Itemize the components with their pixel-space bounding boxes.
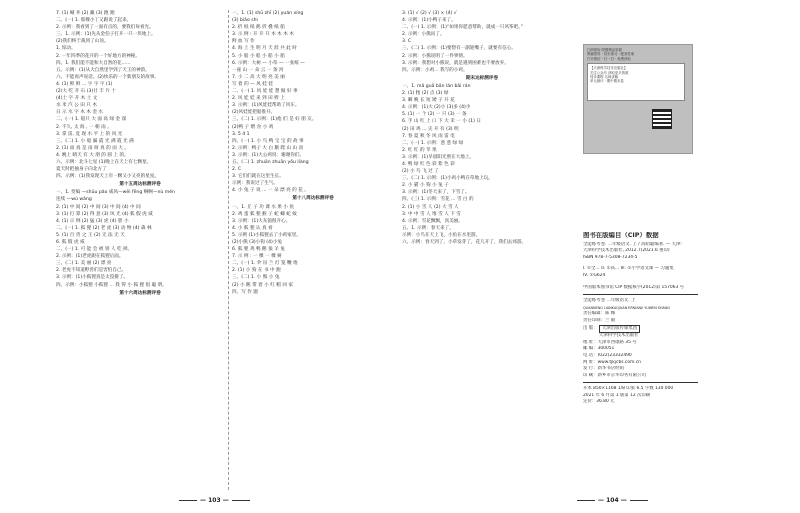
ad-line: 【天津科学技术出版社】 [590,66,628,71]
postcode: 邮 编：300051 [583,346,615,352]
answer-line: 示例：小鸟在天上飞，小鱼在水里游。 [402,232,481,238]
publisher-label: 出 版： [583,325,598,331]
ad-line: 同步课程 名师讲解 [590,75,619,80]
answer-line: 三、(二) 1. 美 丽 (2) 漂 亮 [56,261,112,267]
answer-line: 二、(一) 1. 示例：葱 葱 绿 绿 [402,140,464,146]
answer-line: (2)鸭 子 喂 食 小 鸡 [232,124,274,130]
answer-line: 六、示例：春天到了，小草发芽了，花儿开了，我们去郊游。 [402,240,527,245]
answer-line: 4. 晚上 晴天 有 大 朋 的 圆 上 的。 [56,152,129,158]
answer-line: 三、(二) 1. 示例：(1)要想有一副轮嘴子，就要有信心。 [402,46,516,52]
answer-line: 2. 红 红 的 苹 果 [402,147,437,153]
answer-line: 二、(一) 1. 风 娃 娃 想 做 好 事 [232,89,298,95]
answer-line: 4. 小 兔 子 说 ... 一 朵 漂 亮 的 花 。 [232,188,309,194]
answer-line: 5. (1) 一 个 (2) 一 只 (3) 一 条 [402,112,467,118]
answer-line: 1. 惊动。 [56,46,76,52]
answer-line: 一、1. 变编 —shūu pǎo 威风—wēi fēng 啊啊—nù mén [56,190,175,196]
price: 定价：36.80 元 [583,399,615,405]
answer-line: 二、(一) 1. 伞 吊 兰 灯 笼 鞭 炮 [232,261,298,267]
answer-line: 7. (1) 喊 井 (2) 藏 (3) 跑 跑 [56,11,115,16]
ad-line: 关注公众号 获取更多资源 [590,70,629,75]
answer-line: 3. C [402,39,412,45]
answer-line: 水 米 汽 公 田 只 木 [56,103,97,109]
answer-line: 4. (1) 鲜 鲜 ... 字 字 字 (1) [56,81,113,87]
answer-line: 3. (1) 打 算 (2) 得 意 (3) 风 光 (4) 狐 假 虎 威 [56,211,153,217]
answer-line: 7. 小 二 高 大 明 亮 美 丽 [232,74,285,80]
answer-line: 6. 示例：大树 — 小草 — 一张纸 — [232,60,305,66]
section-heading: 期末达标测评卷 [465,75,499,81]
answer-line: (2) 小 鹅 带 着 小 红 帽 回 家 [232,282,293,288]
answer-line: 四、(一) 1. 小 鸟 鸭 宝 宝 的 故 事 [232,138,304,144]
answer-line: 3. 中 中 雪 人 堆 雪 人 下 雪 [402,211,461,217]
ad-line: 打开微信 · 扫一扫 · 免费获取 [587,56,631,61]
answer-line: 2. 一年四季的花开的一个好地方的神秘。 [56,53,140,59]
qr-advertisement [583,44,693,154]
answer-line: 二、(一) 1. 船只 大 面 高 绿 金 深 [56,117,127,123]
answer-line: 三、(二) 1. 示例：(1)他 们 是 好 朋 友。 [232,117,317,123]
answer-line: 连续 —wú wǎng [56,197,92,203]
answer-line: 四、写 作 题 [232,289,258,295]
printer: 印 刷：新乡市京华印务有限公司 [583,372,646,378]
cip-line: 全能练考卷. 二年级语文. 上 / 高昭聪编著. — 天津： [583,241,685,247]
answer-line: 2. 老虎不知道野兽们是害怕自己。 [56,268,127,274]
cip-line: 天津科学技术出版社, 2012.7(2021.6 重印) [583,248,670,254]
answer-line: 2. 示例：鸭子 大 白 鹅 爬 山 山 顶 [232,145,304,151]
answer-line: 6. 狐 假 虎 威 [56,240,85,245]
answer-line: 三、(二) 1. 小 熊 小 兔 [232,275,280,281]
answer-line: 3. 示例：我想对小熊说，就是遇到困难也不要放弃。 [402,60,509,66]
answer-column-1 [56,10,224,298]
answer-line: 2. 风 娃 娃 来 到 田 野 上 [232,96,285,102]
answer-line: 五、示例：(1)从大自然里学到了天王的神韵。 [56,67,150,73]
website: 网 址：www.tjkjcbs.com.cn [583,359,641,365]
editor: 责任编辑：陈 娜 [583,311,616,317]
answer-line: 2. 示例：我看到了一面有点的，要我们每看光。 [56,25,154,31]
answer-line: 3. 示例：(1)风娃娃帮助了风车。 [232,103,300,109]
answer-line: 3. 示例：(1)大公鸡说：谢谢你们。 [232,152,305,158]
cip-line: I. ①全… II. ①高… III. ①小学语文课 — 习题集 [583,266,674,272]
answer-line: 2. 小 猫 小 狗 小 兔 子 [402,183,449,189]
answer-line: 6. 狐 狸 鸡 鸭 鹅 狼 羊 兔 [232,247,285,253]
answer-line: 四、(三) 1. 示例：雪花 ... 雪 白 的 [402,197,474,203]
answer-line: 4. 鸭 绿 红 色 彩 紫 色 彩 [402,161,455,167]
answer-line: 3. 它们们就在这里生长。 [232,174,284,180]
qr-code-icon[interactable] [652,109,672,129]
answer-line: 2. (1) 雨 真 是 雨 呀 真 的 雨 大 。 [56,145,129,151]
answer-line: 四、示例：(1)我发现天上有一颗又小又亮的星星。 [56,174,159,180]
answer-line: 3. (1) √ (2) √ (3) × (4) √ [402,11,457,16]
cip-data-block [583,232,698,406]
answer-line: 二、(一) 1. 可 能 会 被 别 人 吃 掉。 [56,247,133,253]
answer-column-2 [232,10,394,296]
answer-line: 2. 示例：小熊问了。 [402,32,445,38]
answer-line: 三、(二) 1. 小 船 漏 霞 光 满 霞 光 满 [56,138,134,144]
phone: 电 话：(022)23332490 [583,352,632,358]
answer-line: 四、示例：小鸡... 我写的小鸡。 [402,67,468,73]
section-heading: 第十六周达标测评卷 [119,290,161,296]
answer-line: 二、(一) 1. 示例：(1)“如果你愿意帮助，就成一只风筝吧。” [402,25,523,31]
answer-line: 一座 山 一 朵 云 一 条 河 [232,67,284,73]
answer-line: 7. 春 夏 秋 冬 风 雨 雷 电 [402,133,455,139]
answer-line: 5. 小 船 小 船 小 船 小 船 [232,53,285,59]
address: 地 址：天津市西康路 35 号 [583,339,637,345]
answer-line: 4. 海 上 生 明 月 天 涯 共 此 时 [232,46,297,52]
cip-line: 中国版本图书馆 CIP 数据核字(2012)第 157063 号 [583,284,685,290]
answer-line: (4)土 字 开 木 土 文 [56,96,98,102]
publisher-name: 天津科学技术出版社 [599,333,639,339]
answer-line: 六、示例：北斗七星 (1)晚上在天上有七颗星。 [56,159,152,165]
answer-line: 4. 示例：(1)小鸭子来了。 [402,18,456,24]
answer-line: (2)我们终于裁到了山顶。 [56,39,109,45]
answer-line: 四、示例：小狐狸 小狐狸 ... 我 得 小 狐 狸 很 聪 明。 [56,282,167,288]
column-divider [228,10,229,490]
edition: 2021 年 6 月第 1 版第 12 次印刷 [583,392,651,398]
answer-line: 三、(二) 1. 示例：(1)小鸡小鸭在草地上玩。 [402,176,493,182]
answer-line: (2) 田 鸡 ... 尖 开 有 (3) 明 [402,126,459,132]
publisher-name: 天津出版传媒集团 [601,325,638,331]
distributor: 发 行：新华书店经销 [583,366,624,372]
page-number-right: — 104 — [574,497,651,504]
ad-line: 教辅资料 · 同步练习 · 配套答案 [587,52,635,57]
answer-line: 7. 示 例 : 一 棵 一 棵 树 [232,254,282,260]
answer-line: 写 着 的 — 风 娃 娃 [232,81,273,87]
answer-line: (2)风娃娃把船推开。 [232,110,276,116]
section-heading: 第十五周达标测评卷 [119,182,161,188]
answer-line: 2. (1) 中 间 (2) 中 间 (3) 中 间 (4) 中 间 [56,204,141,210]
cip-rule [583,382,698,383]
answer-line: 4. 示例：雪花飘飘，真美丽。 [402,218,463,224]
answer-line: 2. (1) 小 狗 在 书 中 跑 [232,268,281,274]
answer-line: 五、1. 示例：春天来了。 [402,225,454,231]
answer-line: 2. 示例：小熊说明了一件事情。 [402,53,468,59]
answer-line: 3. 示例：(1)早晨阳光照在大地上。 [402,154,475,160]
answer-line: 4. 小 狐 狸 认 真 看 [232,225,273,231]
answer-line: 夏天时把抽身子向北方了 [56,167,107,173]
cip-rule [583,294,698,295]
answer-line: 2. 不久, 太 海 , 一 朝 雨 。 [56,124,112,130]
answer-line: (2)大 吃 开 石 (3)甘 丰 片 十 [56,89,116,95]
answer-line: 日 示 水 字 木 木 金 水 [56,110,103,116]
answer-line: 3. 示例：(1)大灰狼很开心。 [232,218,291,224]
book-name: 全能练考卷 二年级语文. 上 [583,298,636,304]
answer-line: (2)小熊 (3)小狗 (4)小兔 [232,240,283,245]
answer-line: 3. 瞬 晚 长 短 矮 子 开 花 [402,98,455,104]
answer-line: 3. 示例：(1)冬天来了，下雪了。 [402,190,470,196]
answer-line: 一、1. (1) shū zhī (2) yuán xíng [232,11,304,16]
cip-line: IV. ①G624 [583,272,606,278]
answer-line: 鲜 血 写 作 [232,39,255,45]
answer-line: 6. 手 山 红 上 口 下 大 禾 一 小 (1) 日 [402,119,481,125]
answer-column-3 [402,10,562,246]
answer-line: 2. C [232,167,242,173]
ad-info-box [587,63,685,101]
answer-line: 2. 示例：(1)老虎跟在狐狸后面。 [56,254,124,260]
answer-line: 2. (1) 小 雪 人 (2) 大 雪 人 [402,204,459,210]
answer-line: 一、1. mǎ guā bān lán bǎi rán [402,83,471,89]
answer-line: 2. (1) 粗 (2) 点 (3) 绿 [402,91,449,97]
ad-line: 单元测评 · 期中期末卷 [590,79,624,84]
answer-line: 4. (1) 示 例 (2) 猛 (3) 虎 (4) 胆 小 [56,218,129,224]
answer-line: 5. 示例 (1)小狐狸去了小鸡家里。 [232,232,301,238]
answer-line: 四、1. 我们能不能和大自然的花…… [56,60,131,66]
answer-line: 3. 示例：(1)小狐狸真是太狡猾了。 [56,275,129,281]
answer-line: 3. 5 4 1 [232,131,250,137]
ad-line: 扫码领取·附赠精品资源 [587,48,622,52]
answer-line: 二、(一) 1. 狐 狸 (2) 老 虎 (3) 动 物 (4) 森 林 [56,225,152,231]
proof: 责任印制：兰 毅 [583,317,616,323]
answer-line: 2. 折 纸 纸 鹤 折 叠 纸 船 [232,25,285,31]
answer-line: 5. (1) 百 兽 之 王 (2) 无 法 无 天 [56,232,125,238]
answer-line: 2. 鸡 蛋 狐 狸 猴 子 蛇 螺 蛇 蚊 [232,211,297,217]
answer-line: 示例：我说过了生气。 [232,181,278,187]
answer-line: 三、1. 示例：(1)先从金伯子打开一只一块地上。 [56,32,156,38]
answer-line: 五、(二) 1. zhuān zhuān yǒu liàng [232,159,309,165]
answer-line: 4. 示例：(1)大 (2)小 (3)多 (4)少 [402,105,471,111]
answer-line: (2) 小 鸟 飞 过 了 [402,169,439,175]
publisher-row [583,325,698,334]
page-number-left: — 103 — [176,497,253,504]
cip-line: ISBN 978-7-5308-7234-5 [583,254,638,260]
book-pinyin: QUANNENG LIANKAOJUAN ERNIANJI YUWEN SHANG [583,305,670,310]
answer-line: 二、(一) 1. 那棵小丁又跟说了起来。 [56,18,132,24]
answer-line: 3. 示 例 : 开 开 开 木 木 木 木 [232,32,294,38]
cip-title: 图书在版编目（CIP）数据 [583,232,659,239]
right-page [400,0,800,513]
answer-line: 3. 掌 雷, 竟 现 水 平 上 的 风 光 [56,131,123,137]
publisher-box [599,325,640,334]
answer-line: 六、不能再声说话。(2)快乐的一个新朋友的故事。 [56,74,159,80]
format: 开本 850×1168 1/8 印张 6.5 字数 130 000 [583,386,674,392]
answer-line: 一、1. 丘 子 功 课 水 果 小 鱼 [232,204,295,210]
section-heading: 第十八周达标测评卷 [292,196,334,202]
answer-line: (3) biǎo shì [232,18,258,24]
